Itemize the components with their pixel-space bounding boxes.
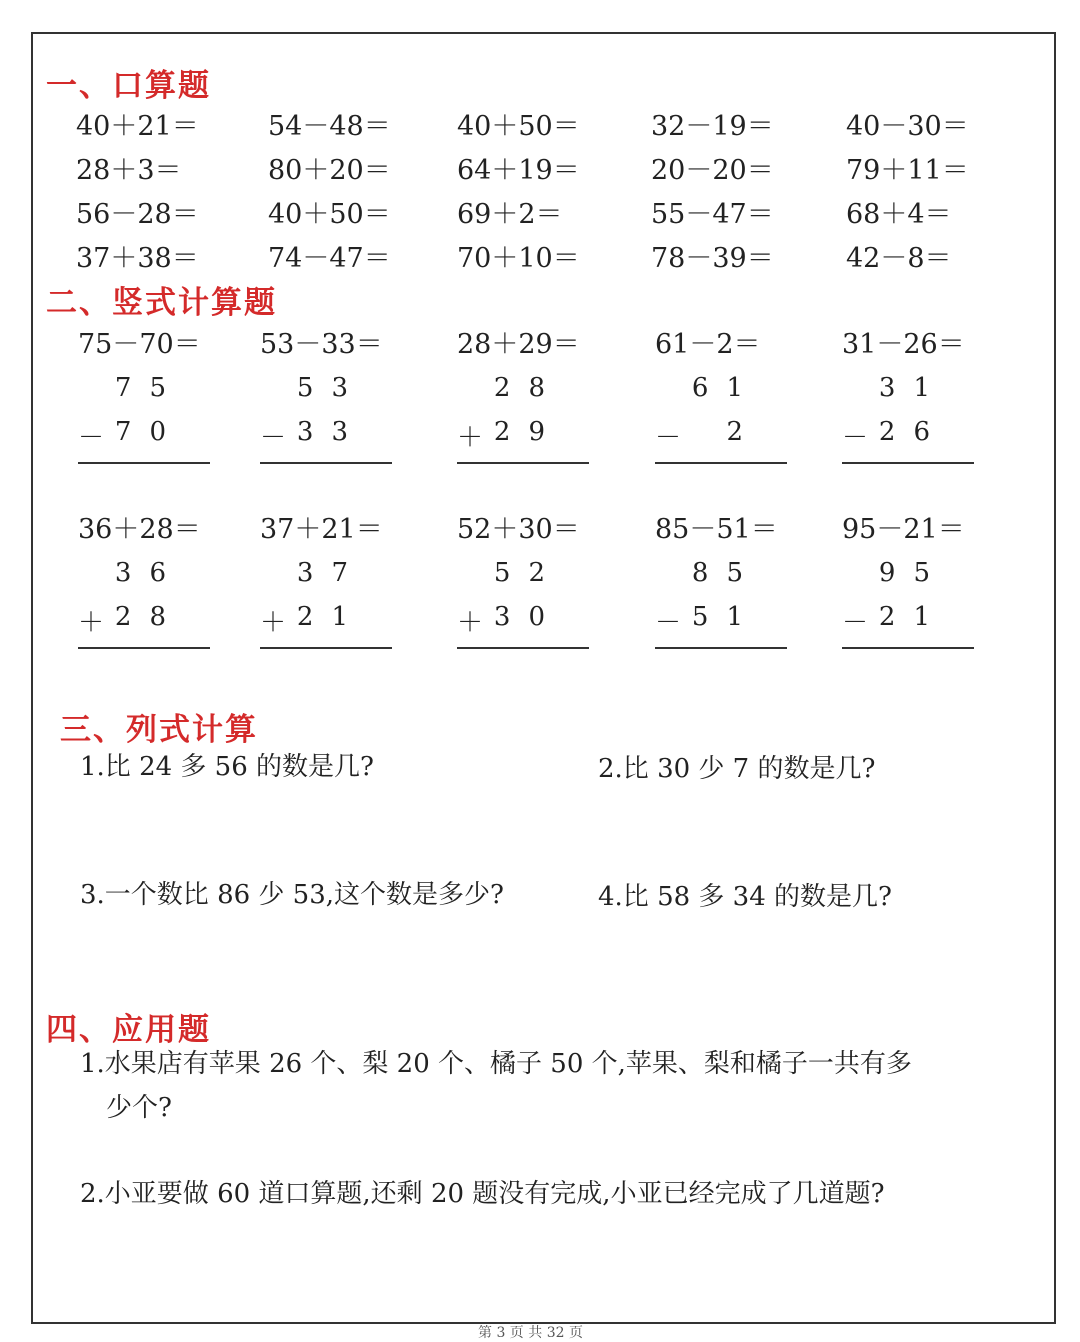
- vertical-expression: 37＋21＝: [260, 514, 383, 545]
- oral-expression: 70＋10＝: [457, 243, 580, 274]
- vertical-top-operand: 75: [114, 373, 184, 403]
- vertical-operator: －: [655, 423, 682, 453]
- vertical-expression: 85－51＝: [655, 514, 778, 545]
- vertical-top-operand: 37: [296, 558, 366, 588]
- vertical-operator: －: [260, 423, 287, 453]
- vertical-operator: ＋: [260, 608, 287, 638]
- vertical-result-line: [842, 647, 974, 649]
- vertical-column-calc: [457, 558, 589, 654]
- vertical-result-line: [655, 462, 787, 464]
- oral-expression: 32－19＝: [651, 111, 774, 142]
- equation-problem: 2.比 30 少 7 的数是几?: [598, 754, 876, 784]
- oral-expression: 78－39＝: [651, 243, 774, 274]
- vertical-expression: 31－26＝: [842, 329, 965, 360]
- vertical-bottom-operand: 28: [114, 602, 184, 632]
- vertical-bottom-operand: 33: [296, 417, 366, 447]
- equation-problem: 1.比 24 多 56 的数是几?: [80, 752, 374, 782]
- oral-expression: 40＋50＝: [457, 111, 580, 142]
- vertical-result-line: [457, 462, 589, 464]
- oral-expression: 28＋3＝: [76, 155, 182, 186]
- oral-expression: 54－48＝: [268, 111, 391, 142]
- oral-expression: 40＋50＝: [268, 199, 391, 230]
- oral-expression: 79＋11＝: [846, 155, 969, 186]
- vertical-column-calc: [655, 373, 787, 469]
- vertical-top-operand: 31: [878, 373, 948, 403]
- vertical-expression: 36＋28＝: [78, 514, 201, 545]
- vertical-bottom-operand: 21: [878, 602, 948, 632]
- equation-problem: 4.比 58 多 34 的数是几?: [598, 882, 892, 912]
- vertical-bottom-operand: 21: [296, 602, 366, 632]
- vertical-operator: ＋: [78, 608, 105, 638]
- vertical-operator: －: [78, 423, 105, 453]
- word-problem: [80, 1172, 1020, 1216]
- oral-expression: 64＋19＝: [457, 155, 580, 186]
- vertical-operator: ＋: [457, 608, 484, 638]
- vertical-top-operand: 53: [296, 373, 366, 403]
- vertical-bottom-operand: 2: [726, 417, 761, 447]
- vertical-top-operand: 36: [114, 558, 184, 588]
- vertical-column-calc: [842, 558, 974, 654]
- vertical-expression: 75－70＝: [78, 329, 201, 360]
- page-footer: 第 3 页 共 32 页: [478, 1325, 583, 1341]
- oral-expression: 69＋2＝: [457, 199, 563, 230]
- oral-expression: 40－30＝: [846, 111, 969, 142]
- vertical-column-calc: [655, 558, 787, 654]
- vertical-column-calc: [457, 373, 589, 469]
- section-title-application: 四、应用题: [46, 1012, 211, 1048]
- oral-expression: 42－8＝: [846, 243, 952, 274]
- section-title-oral: 一、口算题: [46, 68, 211, 104]
- vertical-column-calc: [842, 373, 974, 469]
- vertical-operator: －: [655, 608, 682, 638]
- equation-problem: 3.一个数比 86 少 53,这个数是多少?: [80, 880, 504, 910]
- word-problem-line: 2.小亚要做 60 道口算题,还剩 20 题没有完成,小亚已经完成了几道题?: [80, 1179, 885, 1209]
- vertical-operator: －: [842, 608, 869, 638]
- vertical-result-line: [78, 462, 210, 464]
- vertical-top-operand: 95: [878, 558, 948, 588]
- vertical-bottom-operand: 70: [114, 417, 184, 447]
- vertical-top-operand: 61: [691, 373, 761, 403]
- oral-expression: 74－47＝: [268, 243, 391, 274]
- vertical-bottom-operand: 51: [691, 602, 761, 632]
- vertical-expression: 52＋30＝: [457, 514, 580, 545]
- vertical-result-line: [655, 647, 787, 649]
- oral-expression: 37＋38＝: [76, 243, 199, 274]
- vertical-bottom-operand: 29: [493, 417, 563, 447]
- vertical-column-calc: [260, 373, 392, 469]
- oral-expression: 55－47＝: [651, 199, 774, 230]
- vertical-bottom-operand: 26: [878, 417, 948, 447]
- vertical-top-operand: 52: [493, 558, 563, 588]
- vertical-bottom-operand: 30: [493, 602, 563, 632]
- oral-expression: 56－28＝: [76, 199, 199, 230]
- vertical-expression: 95－21＝: [842, 514, 965, 545]
- word-problem-line: 少个?: [106, 1093, 172, 1123]
- vertical-result-line: [457, 647, 589, 649]
- vertical-column-calc: [78, 373, 210, 469]
- vertical-result-line: [260, 647, 392, 649]
- vertical-result-line: [842, 462, 974, 464]
- oral-expression: 40＋21＝: [76, 111, 199, 142]
- vertical-top-operand: 85: [691, 558, 761, 588]
- section-title-equation: 三、列式计算: [60, 712, 258, 748]
- vertical-result-line: [260, 462, 392, 464]
- vertical-top-operand: 28: [493, 373, 563, 403]
- oral-expression: 80＋20＝: [268, 155, 391, 186]
- vertical-operator: －: [842, 423, 869, 453]
- vertical-expression: 53－33＝: [260, 329, 383, 360]
- vertical-expression: 28＋29＝: [457, 329, 580, 360]
- vertical-column-calc: [260, 558, 392, 654]
- oral-expression: 68＋4＝: [846, 199, 952, 230]
- oral-expression: 20－20＝: [651, 155, 774, 186]
- word-problem-line: 1.水果店有苹果 26 个、梨 20 个、橘子 50 个,苹果、梨和橘子一共有多: [80, 1049, 912, 1079]
- word-problem: [80, 1042, 1020, 1130]
- vertical-operator: ＋: [457, 423, 484, 453]
- vertical-expression: 61－2＝: [655, 329, 761, 360]
- vertical-result-line: [78, 647, 210, 649]
- vertical-column-calc: [78, 558, 210, 654]
- section-title-vertical: 二、竖式计算题: [46, 285, 277, 321]
